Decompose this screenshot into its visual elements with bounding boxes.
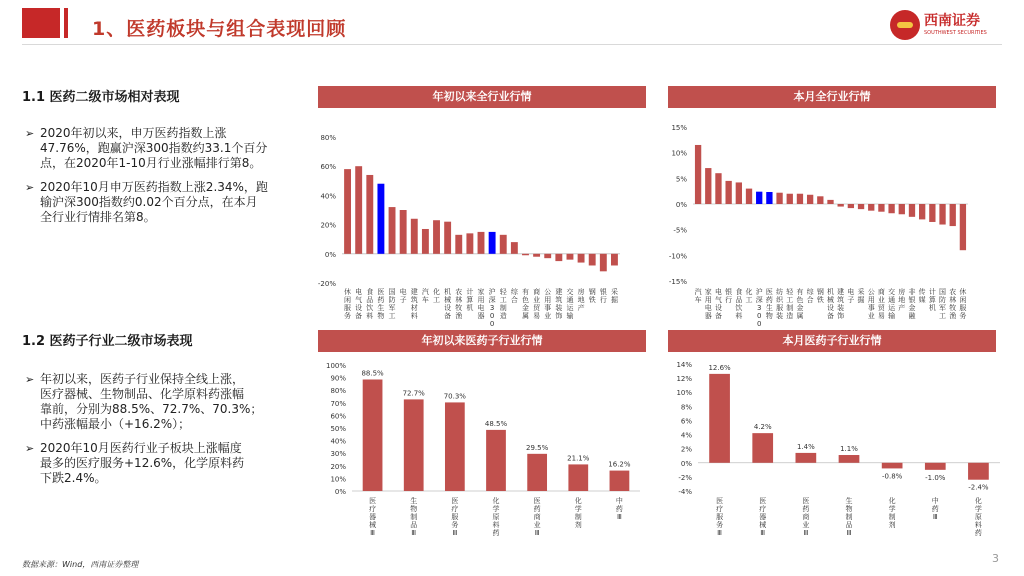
bar-沪深300	[756, 192, 762, 204]
category-label: 交通运输	[888, 288, 896, 320]
category-label: 食品饮料	[735, 288, 743, 320]
y-tick-label: 60%	[330, 412, 346, 421]
y-tick-label: 0%	[324, 250, 336, 259]
bullet-line: 医疗器械、生物制品、化学原料药涨幅	[40, 387, 245, 401]
category-label: 家用电器	[704, 288, 712, 320]
data-label: -0.8%	[881, 472, 903, 481]
bar-电气设备	[715, 173, 721, 204]
y-tick-label: 70%	[330, 399, 346, 408]
category-label: 医药生物	[377, 288, 385, 320]
data-label: -2.4%	[968, 483, 989, 492]
category-label: 有色金属	[796, 288, 804, 320]
category-label: 医药商业 Ⅲ	[802, 497, 810, 537]
y-tick-label: 60%	[320, 163, 336, 172]
bar-传媒	[919, 204, 925, 219]
y-tick-label: 14%	[676, 361, 692, 369]
category-label: 沪深 3 0 0	[488, 288, 496, 328]
y-tick-label: 0%	[680, 459, 692, 468]
bar-医疗服务Ⅲ	[709, 374, 730, 463]
bar-食品饮料	[736, 182, 742, 204]
category-label: 公用事业	[544, 288, 552, 320]
category-label: 建筑装饰	[837, 288, 845, 320]
y-tick-label: 10%	[676, 389, 692, 398]
logo-name-en: SOUTHWEST SECURITIES	[924, 30, 987, 36]
bar-医疗服务Ⅲ	[445, 402, 465, 491]
category-label: 计算机	[928, 288, 936, 312]
bar-钢铁	[817, 196, 823, 204]
bar-汽车	[422, 229, 429, 254]
bullet-line: 中药涨幅最小（+16.2%）；	[40, 417, 191, 431]
y-tick-label: -20%	[317, 280, 336, 288]
bar-医疗器械Ⅲ	[363, 379, 383, 491]
bar-农林牧渔	[455, 235, 462, 254]
category-label: 轻工制造	[499, 288, 507, 320]
data-label: 16.2%	[608, 460, 631, 469]
data-label: 29.5%	[526, 443, 549, 452]
bar-商业贸易	[878, 204, 884, 212]
category-label: 纺织服装	[776, 288, 784, 320]
bar-食品饮料	[366, 175, 373, 254]
data-label: 48.5%	[484, 419, 508, 428]
bar-机械设备	[827, 200, 833, 204]
bar-国防军工	[389, 207, 396, 254]
bar-医药商业Ⅲ	[796, 453, 817, 463]
category-label: 化学制剂	[888, 497, 896, 529]
category-label: 休闲服务	[344, 288, 352, 320]
bar-化工	[433, 220, 440, 254]
category-label: 建筑材料	[410, 288, 418, 320]
category-label: 采掘	[610, 288, 618, 304]
category-label: 医疗器械 Ⅲ	[759, 497, 767, 537]
data-source-note: 数据来源：Wind，西南证券整理	[22, 560, 139, 569]
bar-化学制剂	[568, 464, 588, 491]
category-label: 中药 Ⅲ	[615, 497, 623, 521]
y-tick-label: 80%	[320, 134, 336, 142]
bar-有色金属	[797, 194, 803, 204]
bar-交通运输	[567, 254, 574, 260]
category-label: 化学制剂	[574, 497, 582, 529]
category-label: 食品饮料	[366, 288, 374, 320]
bar-采掘	[858, 204, 864, 209]
bar-公用事业	[544, 254, 551, 258]
category-label: 综合	[510, 288, 518, 304]
bar-纺织服装	[776, 193, 782, 204]
logo-name-cn: 西南证券	[924, 13, 980, 29]
bar-房地产	[578, 254, 585, 263]
y-tick-label: 6%	[680, 417, 692, 426]
y-tick-label: 30%	[330, 450, 346, 459]
bullet-line: 年初以来，医药子行业保持全线上涨，	[40, 372, 245, 386]
bar-国防军工	[939, 204, 945, 225]
category-label: 国防军工	[939, 288, 947, 320]
bar-计算机	[929, 204, 935, 222]
bar-商业贸易	[533, 254, 540, 257]
y-tick-label: 0%	[334, 488, 346, 496]
bar-汽车	[695, 145, 701, 204]
y-tick-label: 40%	[330, 437, 346, 446]
y-tick-label: 8%	[680, 403, 692, 412]
category-label: 国防军工	[388, 288, 396, 320]
y-tick-label: 20%	[330, 462, 346, 471]
data-label: 72.7%	[402, 389, 425, 398]
bullet-line: 靠前，分别为88.5%、72.7%、70.3%；	[40, 402, 263, 416]
bar-医药生物	[377, 184, 384, 254]
bar-电子	[848, 204, 854, 208]
bar-化学制剂	[882, 463, 903, 469]
category-label: 房地产	[898, 288, 906, 312]
category-label: 休闲服务	[959, 288, 967, 320]
y-tick-label: 80%	[330, 387, 346, 396]
category-label: 沪深 3 0 0	[755, 288, 763, 328]
bar-房地产	[899, 204, 905, 214]
category-label: 电子	[399, 288, 407, 304]
bar-中药Ⅲ	[610, 471, 630, 491]
category-label: 医疗服务 Ⅲ	[451, 497, 459, 537]
y-tick-label: 10%	[671, 149, 687, 158]
bar-化学原料药	[968, 463, 989, 480]
category-label: 医药商业 Ⅲ	[533, 497, 541, 537]
category-label: 机械设备	[827, 288, 834, 320]
bar-化工	[746, 189, 752, 204]
banner-ytd-subsector: 年初以来医药子行业行情	[318, 330, 646, 352]
banner-month-industry: 本月全行业行情	[668, 86, 996, 108]
category-label: 汽车	[421, 288, 429, 304]
bar-医药生物	[766, 192, 772, 204]
bar-采掘	[611, 254, 618, 266]
bar-银行	[600, 254, 607, 272]
bar-机械设备	[444, 222, 451, 254]
y-tick-label: 90%	[330, 374, 346, 383]
category-label: 公用事业	[867, 288, 875, 320]
y-tick-label: -4%	[678, 488, 692, 496]
category-label: 传媒	[918, 288, 926, 304]
category-label: 机械设备	[444, 288, 452, 320]
category-label: 家用电器	[477, 288, 485, 320]
bar-医疗器械Ⅲ	[752, 433, 773, 463]
category-label: 采掘	[857, 288, 865, 304]
y-tick-label: 0%	[675, 201, 687, 209]
bar-银行	[725, 181, 731, 204]
data-label: -1.0%	[925, 473, 946, 482]
bar-非银金融	[909, 204, 915, 217]
y-tick-label: -2%	[678, 473, 692, 482]
bar-沪深300	[489, 232, 496, 254]
category-label: 医疗器械 Ⅲ	[369, 497, 377, 537]
category-label: 化学原料药	[974, 497, 982, 537]
bar-公用事业	[868, 204, 874, 211]
y-tick-label: 20%	[320, 221, 336, 230]
data-label: 88.5%	[361, 369, 384, 378]
y-tick-label: 100%	[325, 362, 346, 370]
y-tick-label: 10%	[330, 475, 346, 484]
section-title-subsector: 1.2 医药子行业二级市场表现	[22, 334, 193, 349]
category-label: 医药生物	[765, 288, 773, 320]
bullet-line: 47.76%，跑赢沪深300指数约33.1个百分	[40, 141, 268, 155]
category-label: 化学原料药	[492, 497, 500, 537]
category-label: 交通运输	[566, 288, 574, 320]
category-label: 医疗服务 Ⅲ	[716, 497, 724, 537]
category-label: 电气设备	[714, 288, 722, 320]
bullet-arrow-icon: ➢	[25, 127, 35, 140]
bar-化学原料药	[486, 430, 506, 491]
bar-家用电器	[478, 232, 485, 254]
bullet-line: 2020年10月申万医药指数上涨2.34%，跑	[40, 180, 268, 194]
bar-家用电器	[705, 168, 711, 204]
bar-医药商业Ⅲ	[527, 454, 547, 491]
data-label: 70.3%	[443, 392, 466, 401]
category-label: 电子	[847, 288, 855, 304]
category-label: 轻工制造	[786, 288, 794, 320]
category-label: 生物制品 Ⅲ	[410, 497, 418, 537]
bar-生物制品Ⅲ	[404, 399, 424, 491]
bar-建筑材料	[411, 219, 418, 254]
category-label: 综合	[806, 288, 814, 304]
data-label: 21.1%	[567, 454, 590, 463]
bullet-line: 最多的医疗服务+12.6%，化学原料药	[40, 456, 245, 470]
category-label: 农林牧渔	[949, 288, 957, 320]
category-label: 化工	[745, 288, 753, 304]
bullet-arrow-icon: ➢	[25, 181, 35, 194]
category-label: 有色金属	[521, 288, 529, 320]
page-number: 3	[992, 552, 999, 565]
bar-电子	[400, 210, 407, 254]
y-tick-label: -10%	[668, 252, 687, 261]
bar-交通运输	[888, 204, 894, 213]
y-tick-label: 50%	[330, 425, 346, 433]
category-label: 商业贸易	[533, 288, 541, 320]
bar-有色金属	[522, 254, 529, 255]
category-label: 建筑装饰	[555, 288, 563, 320]
bullet-line: 全行业行情排名第8。	[40, 210, 156, 224]
category-label: 非银金融	[908, 288, 916, 320]
bullet-line: 输沪深300指数约0.02个百分点，在本月	[40, 195, 258, 209]
bullet-line: 2020年10月医药行业子板块上涨幅度	[40, 441, 242, 455]
bar-综合	[807, 195, 813, 204]
y-tick-label: 2%	[680, 445, 692, 454]
category-label: 银行	[725, 288, 733, 304]
category-label: 生物制品 Ⅲ	[845, 497, 853, 537]
category-label: 中药 Ⅲ	[931, 497, 939, 521]
y-tick-label: 12%	[676, 375, 692, 384]
banner-month-subsector: 本月医药子行业行情	[668, 330, 996, 352]
bar-休闲服务	[344, 169, 351, 254]
data-label: 1.4%	[796, 442, 815, 451]
category-label: 化工	[433, 288, 441, 304]
bullet-line: 点，在2020年1-10月行业涨幅排行第8。	[40, 156, 262, 170]
bar-轻工制造	[500, 235, 507, 254]
category-label: 商业贸易	[877, 288, 885, 320]
category-label: 钢铁	[816, 288, 824, 304]
bullet-line: 2020年初以来，申万医药指数上涨	[40, 126, 227, 140]
category-label: 银行	[599, 288, 607, 304]
section-title-market: 1.1 医药二级市场相对表现	[22, 90, 180, 105]
y-tick-label: 40%	[320, 192, 336, 201]
bar-综合	[511, 242, 518, 254]
category-label: 钢铁	[588, 288, 596, 304]
bullet-line: 下跌2.4%。	[40, 471, 107, 485]
bar-生物制品Ⅲ	[839, 455, 860, 463]
bar-钢铁	[589, 254, 596, 266]
y-tick-label: 4%	[680, 431, 692, 440]
bar-休闲服务	[960, 204, 966, 250]
y-tick-label: 15%	[671, 124, 687, 132]
bar-计算机	[466, 233, 473, 253]
bullet-arrow-icon: ➢	[25, 442, 35, 455]
y-tick-label: -5%	[673, 226, 687, 235]
page-title: 1、医药板块与组合表现回顾	[92, 18, 347, 40]
category-label: 计算机	[466, 288, 474, 312]
category-label: 电气设备	[355, 288, 363, 320]
bullet-arrow-icon: ➢	[25, 373, 35, 386]
bar-轻工制造	[787, 194, 793, 204]
bar-建筑装饰	[555, 254, 562, 261]
category-label: 房地产	[577, 288, 585, 312]
bar-农林牧渔	[950, 204, 956, 226]
bar-中药Ⅲ	[925, 463, 946, 470]
y-tick-label: 5%	[675, 175, 687, 184]
data-label: 4.2%	[753, 423, 772, 432]
bar-建筑装饰	[838, 204, 844, 207]
data-label: 1.1%	[840, 445, 858, 454]
category-label: 农林牧渔	[455, 288, 463, 320]
data-label: 12.6%	[708, 363, 731, 372]
bar-电气设备	[355, 166, 362, 254]
y-tick-label: -15%	[668, 278, 687, 286]
category-label: 汽车	[694, 288, 702, 304]
banner-ytd-industry: 年初以来全行业行情	[318, 86, 646, 108]
